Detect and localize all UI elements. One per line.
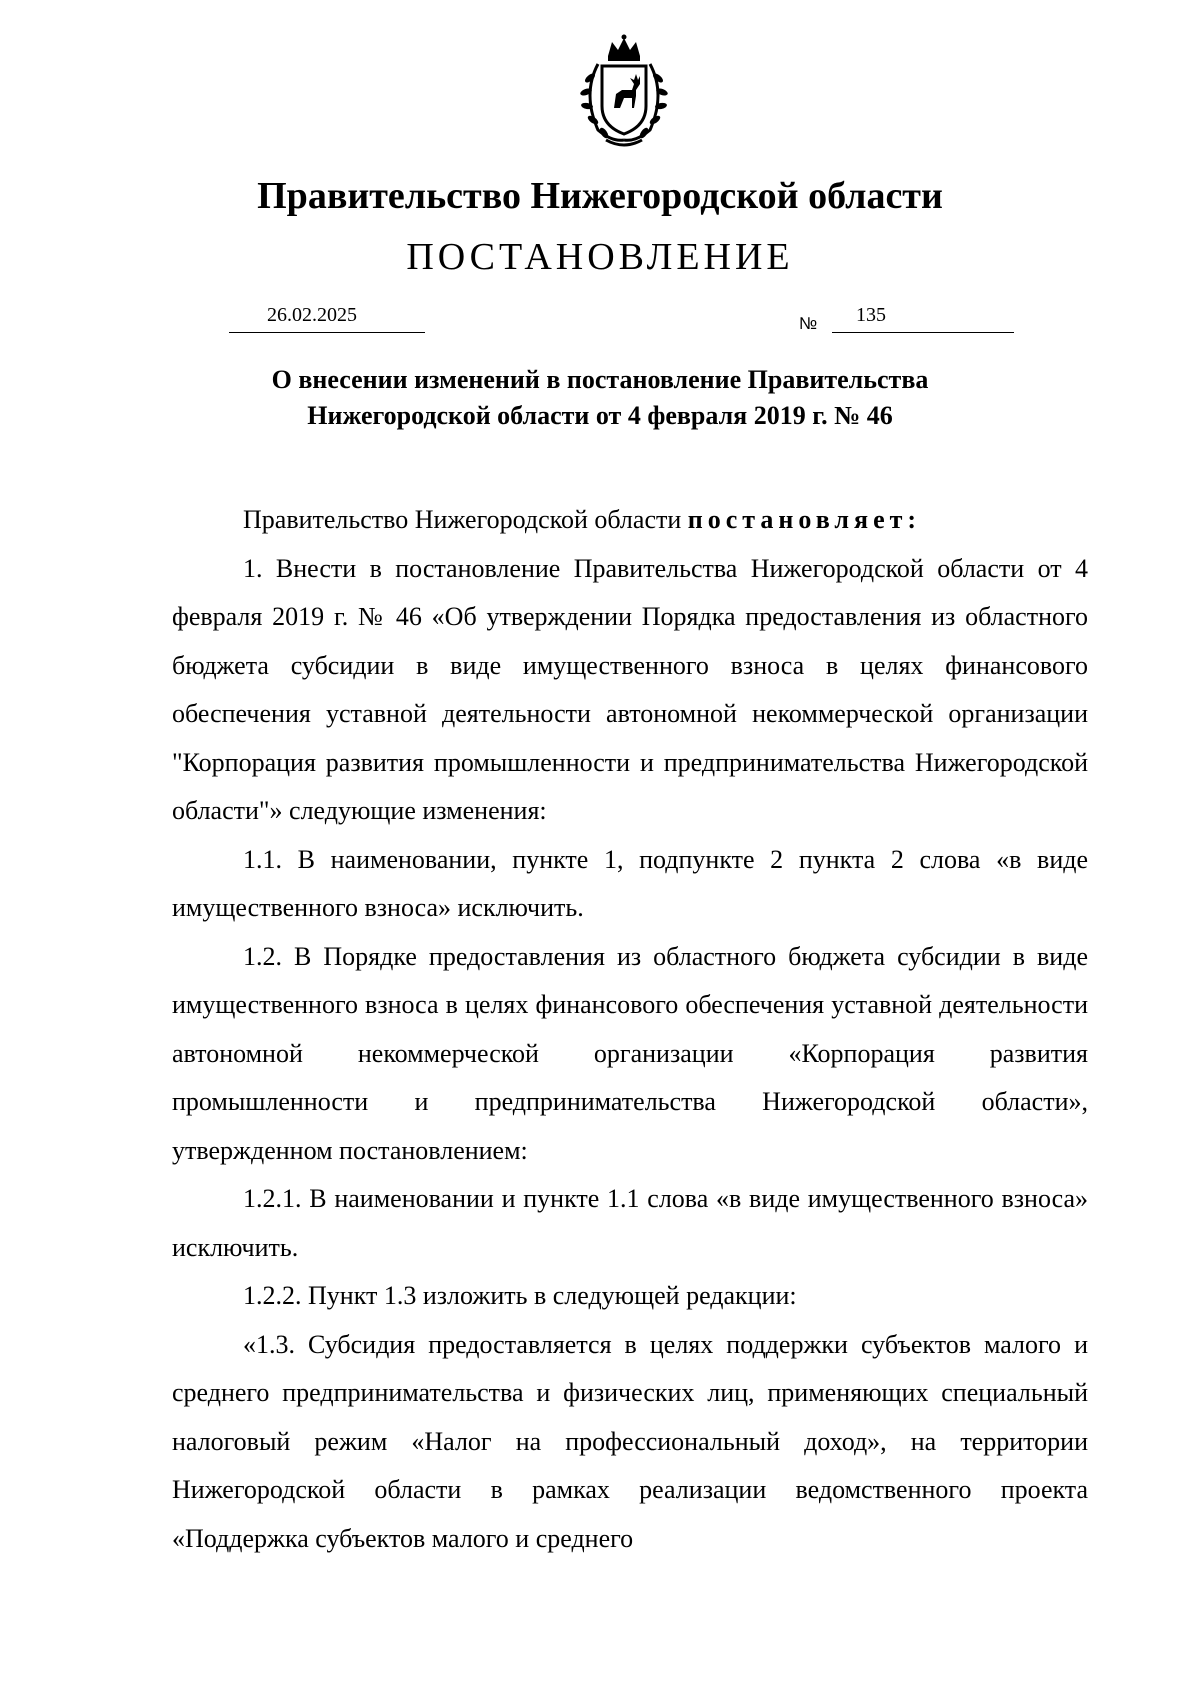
document-date: 26.02.2025 <box>267 304 357 326</box>
paragraph: 1.2.1. В наименовании и пункте 1.1 слова «в виде имущественного взноса» исключить. <box>172 1184 1088 1262</box>
document-type: ПОСТАНОВЛЕНИЕ <box>406 236 794 278</box>
preamble-action: постановляет: <box>687 505 922 534</box>
org-title: Правительство Нижегородской области <box>257 175 943 217</box>
document-number: 135 <box>856 304 886 326</box>
subject-line: Нижегородской области от 4 февраля 2019 г. № 46 <box>307 401 893 430</box>
subject-line: О внесении изменений в постановление Правительства <box>271 365 929 394</box>
paragraph: 1. Внести в постановление Правительства Нижегородской области от 4 февраля 2019 г. № 46 «Об утверждении Порядка предоставления из областного бюджета субсидии в виде имущественного взноса в целях финансового обеспечения уставной деятельности автономной некоммерческой организации "Корпорация развития промышленности и предпринимательства Нижегородской области"» следующие изменения: <box>172 553 1088 825</box>
number-sign: № <box>799 314 818 333</box>
paragraph: 1.2.2. Пункт 1.3 изложить в следующей редакции: <box>243 1281 797 1310</box>
preamble-text: Правительство Нижегородской области <box>243 505 688 534</box>
document-body <box>172 496 1088 1563</box>
document-subject <box>220 362 980 434</box>
number-field <box>832 302 1014 333</box>
paragraph: 1.2. В Порядке предоставления из областного бюджета субсидии в виде имущественного взноса в целях финансового обеспечения уставной деятельности автономной некоммерческой организации «Корпорация развития промышленности и предпринимательства Нижегородской области», утвержденном постановлением: <box>172 941 1088 1165</box>
date-field <box>229 302 425 333</box>
paragraph: «1.3. Субсидия предоставляется в целях поддержки субъектов малого и среднего предпринимательства и физических лиц, применяющих специальный налоговый режим «Налог на профессиональный доход», на территории Нижегородской области в рамках реализации ведомственного проекта «Поддержка субъектов малого и среднего <box>172 1329 1088 1553</box>
coat-of-arms-icon <box>568 34 680 150</box>
preamble <box>172 496 1088 545</box>
paragraph: 1.1. В наименовании, пункте 1, подпункте 2 пункта 2 слова «в виде имущественного взноса» исключить. <box>172 844 1088 922</box>
